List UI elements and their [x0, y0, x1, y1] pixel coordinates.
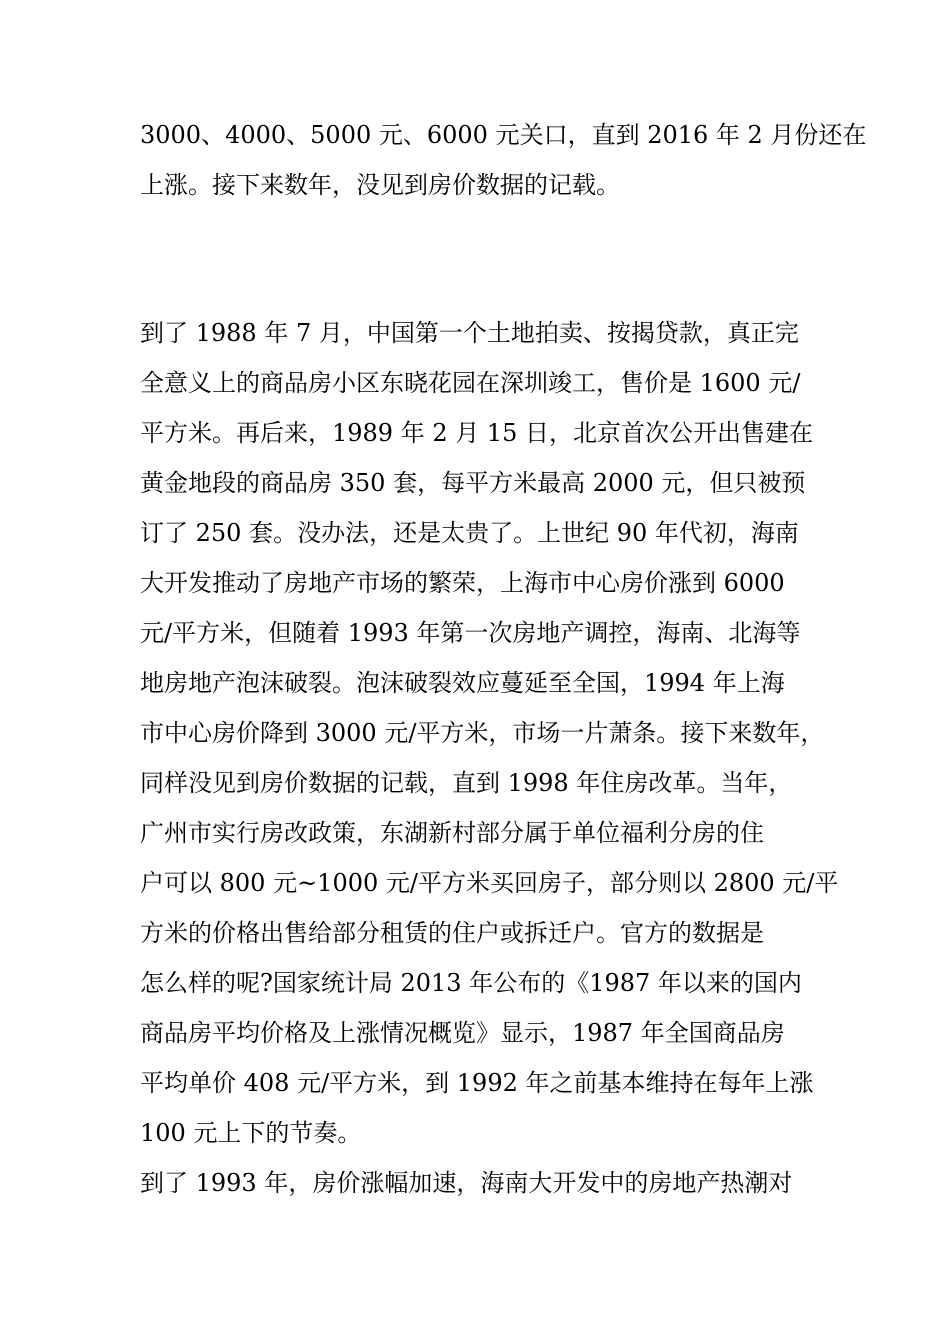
text-line: 平均单价 408 元/平方米，到 1992 年之前基本维持在每年上涨	[140, 1069, 814, 1097]
text-line: 平方米。再后来，1989 年 2 月 15 日，北京首次公开出售建在	[140, 419, 814, 447]
text-line: 上涨。接下来数年，没见到房价数据的记载。	[140, 171, 620, 199]
text-line: 怎么样的呢?国家统计局 2013 年公布的《1987 年以来的国内	[140, 969, 802, 997]
text-line: 广州市实行房改政策，东湖新村部分属于单位福利分房的住	[140, 819, 764, 847]
paragraph-housing-price-trend	[140, 110, 867, 210]
text-line: 3000、4000、5000 元、6000 元关口，直到 2016 年 2 月份还在	[140, 121, 867, 149]
text-line: 商品房平均价格及上涨情况概览》显示，1987 年全国商品房	[140, 1019, 785, 1047]
text-line: 黄金地段的商品房 350 套，每平方米最高 2000 元，但只被预	[140, 469, 806, 497]
text-line: 订了 250 套。没办法，还是太贵了。上世纪 90 年代初，海南	[140, 519, 799, 547]
text-line: 到了 1988 年 7 月，中国第一个土地拍卖、按揭贷款，真正完	[140, 319, 799, 347]
text-line: 市中心房价降到 3000 元/平方米，市场一片萧条。接下来数年，	[140, 719, 825, 747]
text-line: 元/平方米，但随着 1993 年第一次房地产调控，海南、北海等	[140, 619, 801, 647]
paragraph-housing-history	[140, 308, 840, 1208]
text-line: 100 元上下的节奏。	[140, 1119, 362, 1147]
text-line: 户可以 800 元~1000 元/平方米买回房子，部分则以 2800 元/平	[140, 869, 839, 897]
text-line: 全意义上的商品房小区东晓花园在深圳竣工，售价是 1600 元/	[140, 369, 801, 397]
text-line: 地房地产泡沫破裂。泡沫破裂效应蔓延至全国，1994 年上海	[140, 669, 785, 697]
text-line: 大开发推动了房地产市场的繁荣，上海市中心房价涨到 6000	[140, 569, 785, 597]
text-line: 到了 1993 年，房价涨幅加速，海南大开发中的房地产热潮对	[140, 1169, 793, 1197]
text-line: 方米的价格出售给部分租赁的住户或拆迁户。官方的数据是	[140, 919, 764, 947]
text-line: 同样没见到房价数据的记载，直到 1998 年住房改革。当年，	[140, 769, 793, 797]
